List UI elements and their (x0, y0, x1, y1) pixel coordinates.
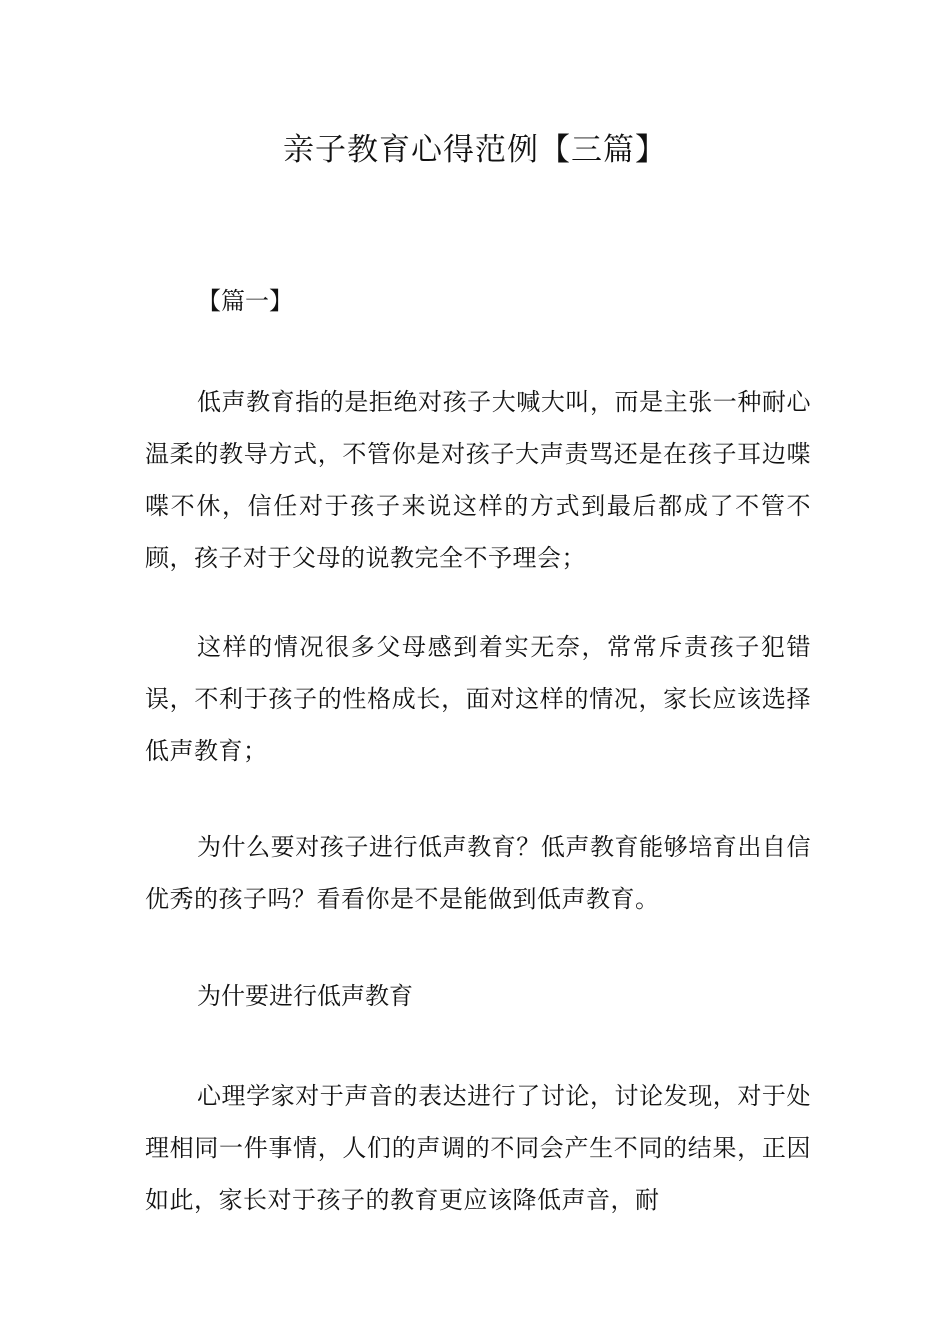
paragraph-3: 为什么要对孩子进行低声教育？低声教育能够培育出自信优秀的孩子吗？看看你是不是能做到低声教育。 (145, 833, 811, 913)
paragraph-4: 心理学家对于声音的表达进行了讨论，讨论发现，对于处理相同一件事情，人们的声调的不同会产生不同的结果，正因如此，家长对于孩子的教育更应该降低声音，耐 (145, 1082, 811, 1214)
section-label: 【篇一】 (197, 287, 293, 315)
subheading: 为什要进行低声教育 (197, 982, 413, 1010)
document-title: 亲子教育心得范例【三篇】 (283, 132, 667, 168)
paragraph-2: 这样的情况很多父母感到着实无奈，常常斥责孩子犯错误，不利于孩子的性格成长，面对这样的情况，家长应该选择低声教育； (145, 633, 811, 765)
paragraph-1: 低声教育指的是拒绝对孩子大喊大叫，而是主张一种耐心温柔的教导方式，不管你是对孩子大声责骂还是在孩子耳边喋喋不休，信任对于孩子来说这样的方式到最后都成了不管不顾，孩子对于父母的说教完全不予理会； (145, 388, 811, 572)
